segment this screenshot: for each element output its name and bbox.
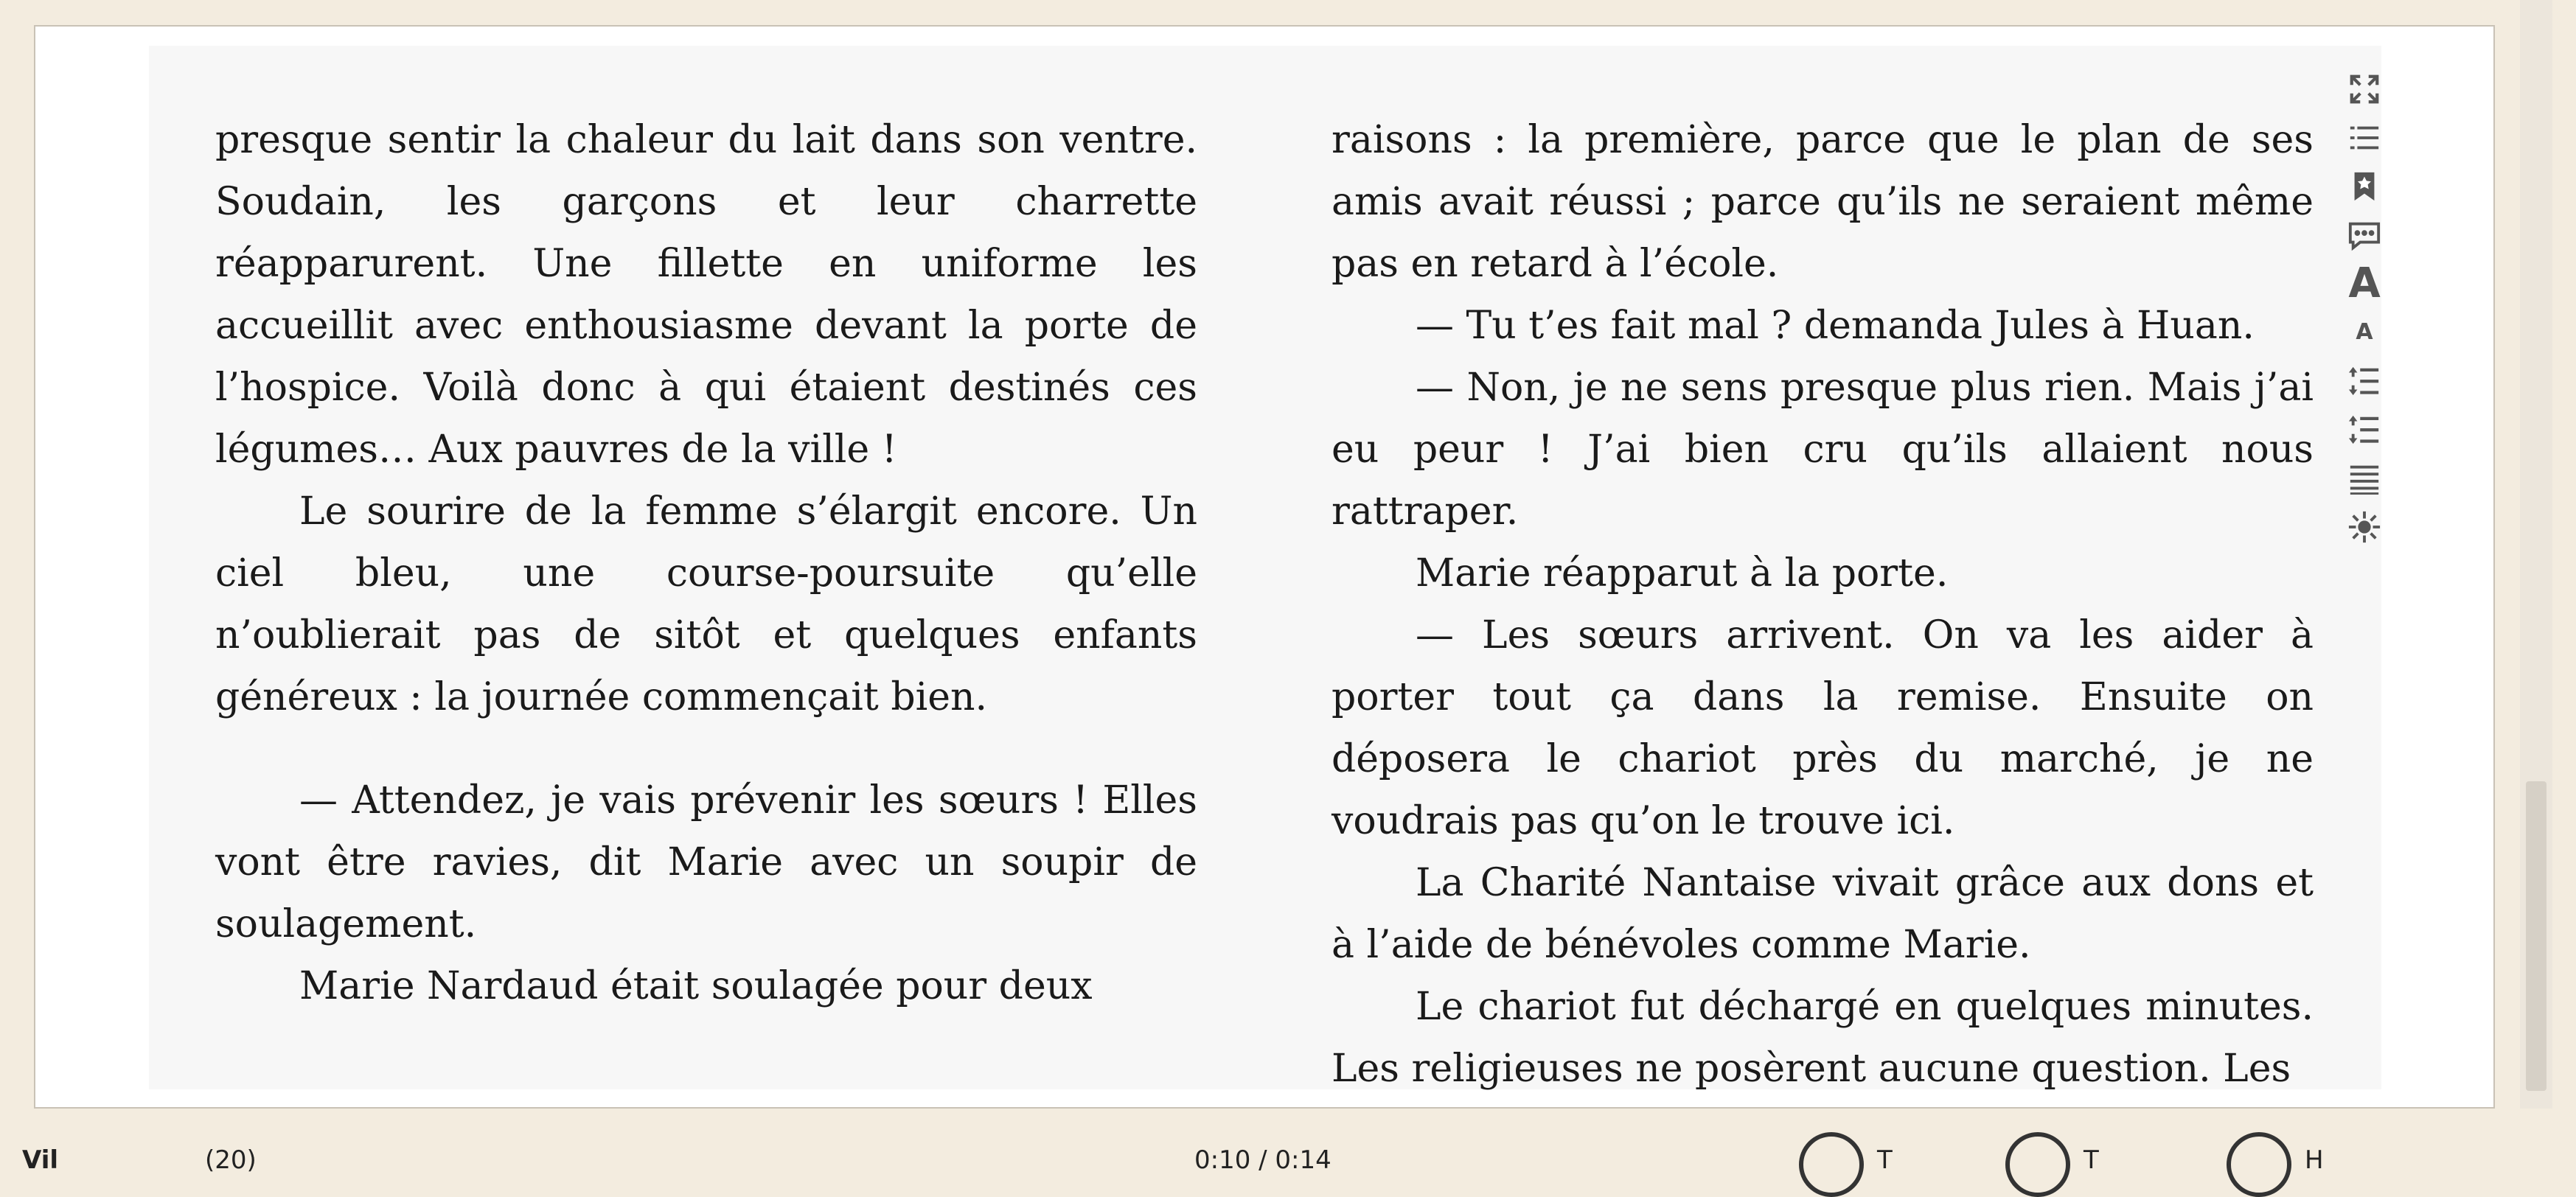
paragraph: presque sentir la chaleur du lait dans son ventre. Soudain, les garçons et leur charrette réapparurent. Une fillette en uniforme les accueillit avec enthousiasme devant la porte de l’hospice. Voilà donc à qui étaient destinés ces légumes… Aux pauvres de la ville ! [215, 118, 1197, 472]
left-column [215, 109, 1197, 1017]
bookmark-button[interactable] [2342, 162, 2387, 211]
bookmark-icon [2347, 170, 2381, 203]
justify-button[interactable] [2342, 454, 2387, 503]
reading-progress: 0:10 / 0:14 [1194, 1145, 1331, 1175]
paragraph: — Les sœurs arrivent. On va les aider à porter tout ça dans la remise. Ensuite on déposera le chariot près du marché, je ne voudrais pas qu’on le trouve ici. [1331, 613, 2314, 843]
reader-toolbar [2339, 65, 2390, 551]
comment-icon [2347, 218, 2381, 252]
help-circle-button[interactable] [2005, 1132, 2070, 1197]
brightness-button[interactable] [2342, 503, 2387, 551]
font-increase-button[interactable] [2342, 259, 2387, 308]
comment-button[interactable] [2342, 211, 2387, 259]
line-spacing-decrease-button[interactable] [2342, 405, 2387, 454]
fullscreen-button[interactable] [2342, 65, 2387, 114]
justify-icon [2347, 461, 2381, 495]
toc-button[interactable] [2342, 114, 2387, 162]
reader-frame [34, 25, 2495, 1109]
toc-circle-button[interactable] [1799, 1132, 1864, 1197]
help-circle-label: T [2084, 1145, 2099, 1175]
book-title: Vil [22, 1145, 59, 1175]
line-spacing-increase-icon [2347, 364, 2381, 398]
paragraph: — Non, je ne sens presque plus rien. Mais j’ai eu peur ! J’ai bien cru qu’ils allaient nous rattraper. [1331, 366, 2314, 534]
page-area [149, 46, 2381, 1089]
toc-circle-label: T [1877, 1145, 1893, 1175]
right-column [1331, 109, 2314, 1100]
paragraph: — Attendez, je vais prévenir les sœurs ! Elles vont être ravies, dit Marie avec un soupir de soulagement. [215, 778, 1197, 946]
fullscreen-icon [2347, 72, 2381, 106]
brightness-icon [2347, 510, 2381, 544]
status-bar [0, 1109, 2576, 1175]
paragraph: Marie réapparut à la porte. [1416, 551, 1949, 596]
paragraph: Marie Nardaud était soulagée pour deux [299, 964, 1093, 1008]
scrollbar-thumb[interactable] [2526, 781, 2547, 1091]
paragraph: raisons : la première, parce que le plan de ses amis avait réussi ; parce qu’ils ne seraient même pas en retard à l’école. [1331, 118, 2314, 286]
toc-icon [2347, 121, 2381, 155]
paragraph: Le sourire de la femme s’élargit encore. Un ciel bleu, une course-poursuite qu’elle n’oublierait pas de sitôt et quelques enfants généreux : la journée commençait bien. [215, 489, 1197, 719]
vertical-scrollbar[interactable] [2520, 0, 2552, 1109]
paragraph: — Tu t’es fait mal ? demanda Jules à Huan. [1416, 304, 2255, 348]
paragraph: La Charité Nantaise vivait grâce aux dons et à l’aide de bénévoles comme Marie. [1331, 861, 2314, 967]
font-decrease-icon: A [2356, 319, 2373, 345]
book-count: (20) [205, 1145, 257, 1175]
settings-circle-label: H [2305, 1145, 2324, 1175]
line-spacing-increase-button[interactable] [2342, 357, 2387, 405]
font-decrease-button[interactable] [2342, 308, 2387, 357]
settings-circle-button[interactable] [2227, 1132, 2291, 1197]
paragraph: Le chariot fut déchargé en quelques minutes. Les religieuses ne posèrent aucune question. Les [1331, 985, 2314, 1091]
font-increase-icon: A [2348, 259, 2381, 307]
line-spacing-decrease-icon [2347, 413, 2381, 447]
